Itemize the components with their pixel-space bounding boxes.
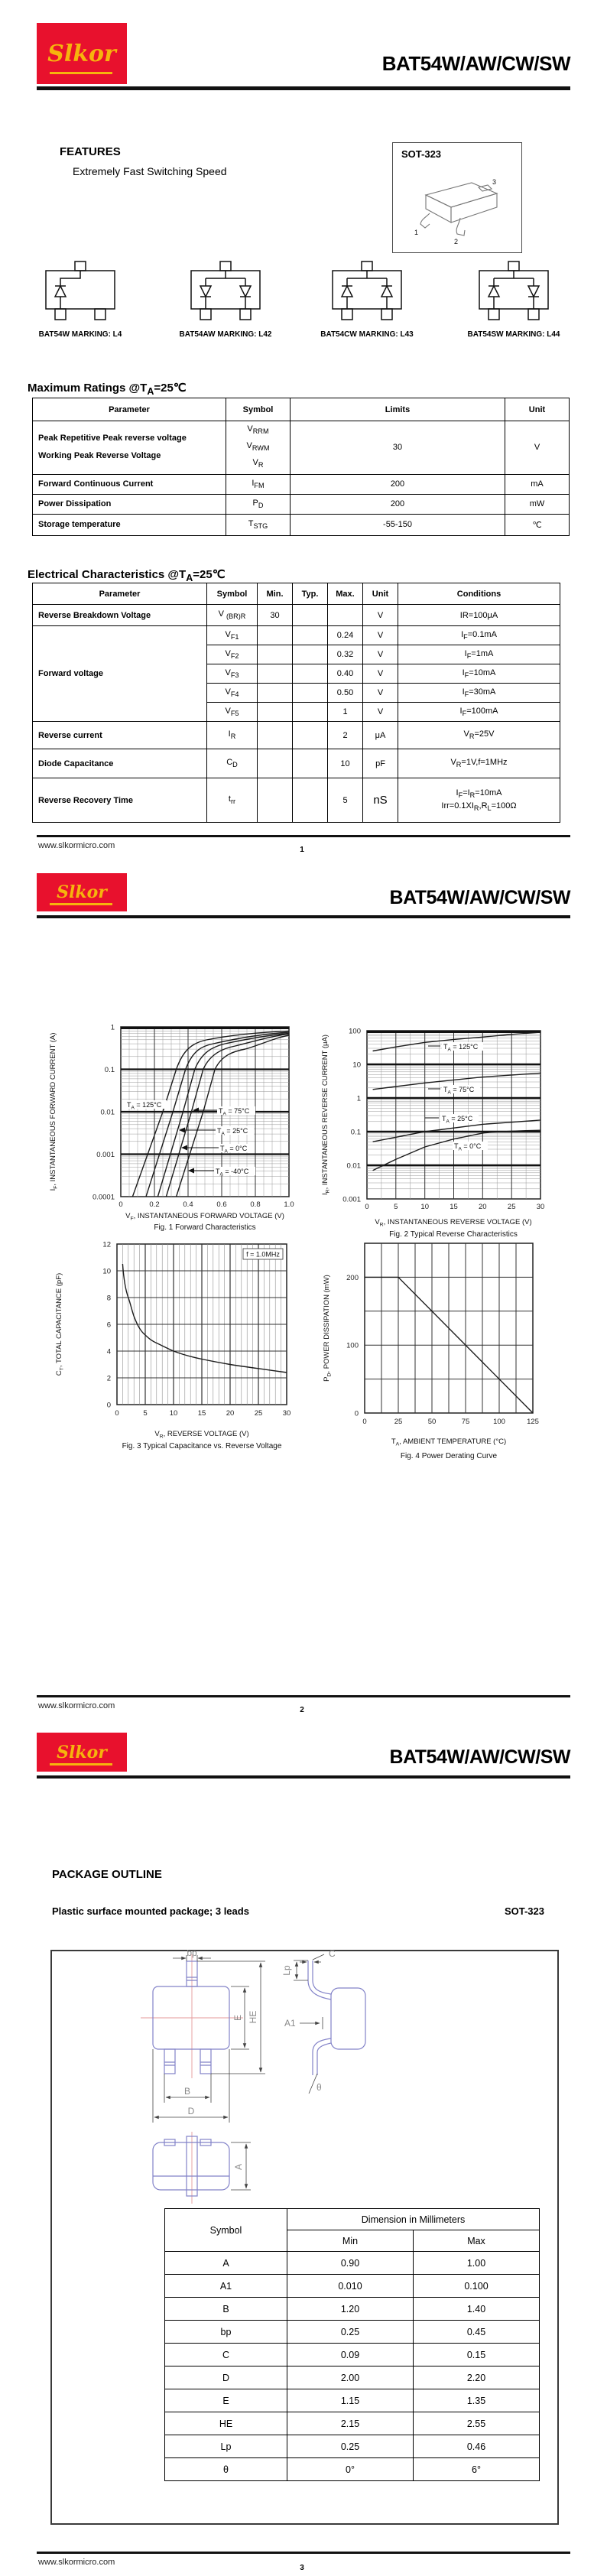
package-body-sketch <box>420 183 497 236</box>
table-row <box>165 2321 540 2344</box>
sot323-3d-sketch-icon <box>399 163 515 249</box>
page2-title: BAT54W/AW/CW/SW <box>389 887 570 908</box>
cond-cell: $I_F=0.1mA$ <box>398 626 560 645</box>
dim-label-d: D <box>187 2106 195 2116</box>
brand-logo <box>37 23 127 84</box>
dim-label-a1: A1 <box>284 2018 296 2029</box>
col-typ: Typ. <box>293 583 328 605</box>
symbol-cell: $C_D$ <box>207 749 258 778</box>
fig2-x-ticks <box>365 1203 544 1211</box>
max-cell: 0.15 <box>414 2344 540 2366</box>
max-cell: 6° <box>414 2458 540 2481</box>
table-row <box>33 494 570 514</box>
logo-underline <box>50 72 113 74</box>
curve-label-25c: $T_A = 25^\circ C$ <box>442 1115 473 1125</box>
fig1-y-ticks <box>93 1024 115 1202</box>
x-tick: 100 <box>493 1418 505 1426</box>
table-header-row <box>33 398 570 421</box>
unit-cell: V <box>363 664 398 684</box>
y-tick: 10 <box>352 1061 361 1070</box>
table-row <box>33 605 560 626</box>
table-row <box>165 2366 540 2389</box>
cond-cell: $I_F=100mA$ <box>398 703 560 722</box>
fig1-forward-characteristics-chart <box>38 1009 298 1239</box>
fig2-y-ticks <box>342 1028 361 1204</box>
max-cell: 2 <box>328 722 363 749</box>
logo-underline <box>50 1763 113 1766</box>
param-cell: Power Dissipation <box>33 494 226 514</box>
curve-label-75c: $T_A = 75^\circ C$ <box>219 1107 250 1117</box>
cond-cell: $V_R=1V,f=1MHz$ <box>398 749 560 778</box>
unit-cell: pF <box>363 749 398 778</box>
page1-title: BAT54W/AW/CW/SW <box>381 52 570 75</box>
symbol-cell: C <box>165 2344 287 2366</box>
fig3-capacitance-chart <box>38 1223 298 1460</box>
typ-cell <box>293 626 328 645</box>
table-row <box>33 778 560 823</box>
min-cell: 30 <box>258 605 293 626</box>
fig2-reverse-characteristics-chart <box>313 1009 573 1246</box>
x-tick: 0.4 <box>183 1200 193 1209</box>
param-line: Peak Repetitive Peak reverse voltage <box>38 434 187 443</box>
col-symbol: Symbol <box>226 398 291 421</box>
typ-cell <box>293 645 328 664</box>
param-cell <box>33 421 226 475</box>
brand-logo <box>37 873 127 911</box>
col-parameter: Parameter <box>33 583 207 605</box>
min-cell: 2.00 <box>287 2366 414 2389</box>
y-tick: 0.001 <box>96 1151 115 1159</box>
col-unit: Unit <box>363 583 398 605</box>
col-limits: Limits <box>291 398 505 421</box>
max-ratings-heading: Maximum Ratings $@T_A=25℃$ <box>28 382 187 397</box>
dim-label-e: E <box>232 2014 243 2022</box>
symbol-cell: $V_{F4}$ <box>207 684 258 703</box>
typ-cell <box>293 722 328 749</box>
y-tick: 4 <box>106 1347 111 1356</box>
table-row <box>165 2458 540 2481</box>
max-cell: 1 <box>328 703 363 722</box>
param-cell: Storage temperature <box>33 514 226 535</box>
unit-cell: V <box>363 703 398 722</box>
fig4-y-ticks <box>346 1274 359 1418</box>
x-tick: 1.0 <box>284 1200 294 1209</box>
min-cell: 1.20 <box>287 2298 414 2321</box>
footer-site-2: www.slkormicro.com <box>38 1701 115 1710</box>
dim-label-a: A <box>233 2163 244 2171</box>
param-cell-forward-voltage: Forward voltage <box>33 626 207 722</box>
dim-label-bp: bp <box>187 1950 197 1958</box>
unit-cell: ℃ <box>505 514 570 535</box>
fig1-x-axis-label: $V_F$, INSTANTANEOUS FORWARD VOLTAGE (V) <box>125 1212 284 1222</box>
page-number-3: 3 <box>300 2564 304 2572</box>
cond-cell: $I_F=1mA$ <box>398 645 560 664</box>
fig4-x-ticks <box>362 1418 539 1426</box>
table-row <box>165 2435 540 2458</box>
min-cell <box>258 722 293 749</box>
fig1-caption: Fig. 1 Forward Characteristics <box>154 1223 256 1232</box>
x-tick: 0.6 <box>216 1200 227 1209</box>
min-cell <box>258 703 293 722</box>
table-row <box>165 2412 540 2435</box>
x-tick: 0 <box>362 1418 367 1426</box>
unit-cell: μA <box>363 722 398 749</box>
bat54sw-schematic <box>479 261 548 320</box>
features-heading: FEATURES <box>60 145 121 158</box>
min-cell: 0° <box>287 2458 414 2481</box>
brand-logo-text: Slkor <box>47 40 116 67</box>
max-cell: 0.24 <box>328 626 363 645</box>
fig1-x-ticks <box>118 1200 294 1209</box>
page3-title: BAT54W/AW/CW/SW <box>389 1746 570 1768</box>
dim-label-he: HE <box>248 2010 258 2024</box>
cond-cell: $I_F=30mA$ <box>398 684 560 703</box>
y-tick: 100 <box>349 1027 361 1036</box>
fig2-x-axis-label: $V_R$, INSTANTANEOUS REVERSE VOLTAGE (V) <box>375 1218 532 1228</box>
param-cell: Forward Continuous Current <box>33 474 226 494</box>
y-tick: 2 <box>106 1374 111 1383</box>
fig3-y-ticks <box>102 1241 111 1410</box>
logo-underline <box>50 903 113 905</box>
dim-label-b: B <box>183 2086 191 2097</box>
min-cell: 0.010 <box>287 2275 414 2298</box>
marking-label-bat54aw: BAT54AW MARKING: L42 <box>179 330 272 339</box>
brand-logo <box>37 1733 127 1772</box>
typ-cell <box>293 684 328 703</box>
typ-cell <box>293 664 328 684</box>
symbol-cell: $V_{F2}$ <box>207 645 258 664</box>
y-tick: 0 <box>354 1409 359 1418</box>
dimension-table <box>164 2208 540 2481</box>
min-cell <box>258 778 293 823</box>
param-cell: Reverse current <box>33 722 207 749</box>
fig4-caption: Fig. 4 Power Derating Curve <box>400 1452 498 1460</box>
bat54cw-schematic-icon <box>313 260 420 327</box>
col-max: Max. <box>328 583 363 605</box>
min-cell <box>258 749 293 778</box>
y-tick: 0.001 <box>342 1195 361 1204</box>
cond-line: $Irr=0.1XI_R,R_L=100\Omega$ <box>441 801 517 813</box>
cond-cell: $V_R=25V$ <box>398 722 560 749</box>
limit-cell: -55-150 <box>291 514 505 535</box>
fig4-power-derating-chart <box>313 1223 573 1468</box>
min-cell: 2.15 <box>287 2412 414 2435</box>
marking-label-bat54cw: BAT54CW MARKING: L43 <box>320 330 414 339</box>
bat54w-schematic-icon <box>27 260 134 327</box>
typ-cell <box>293 605 328 626</box>
table-header-row <box>33 583 560 605</box>
fig3-x-ticks <box>115 1409 291 1418</box>
fig2-y-axis-label: $I_R$, INSTANTANEOUS REVERSE CURRENT (μA) <box>321 1035 331 1195</box>
x-tick: 30 <box>282 1409 291 1418</box>
typ-cell <box>293 749 328 778</box>
header-rule-1 <box>37 86 570 90</box>
min-cell: 0.90 <box>287 2252 414 2275</box>
symbol-cell: A1 <box>165 2275 287 2298</box>
symbol-cell: E <box>165 2389 287 2412</box>
unit-cell: mW <box>505 494 570 514</box>
y-tick: 6 <box>106 1320 111 1330</box>
max-cell: 0.100 <box>414 2275 540 2298</box>
unit-cell: nS <box>363 778 398 823</box>
y-tick: 100 <box>346 1341 359 1350</box>
x-tick: 20 <box>226 1409 235 1418</box>
curve-label-0c: $T_A = 0^\circ C$ <box>220 1145 248 1155</box>
x-tick: 75 <box>461 1418 470 1426</box>
symbol: $V_{RRM}$ <box>247 424 269 436</box>
unit-cell: V <box>363 626 398 645</box>
cond-line: $I_F=I_R=10mA$ <box>456 788 502 799</box>
curve-label-75c: $T_A = 75^\circ C$ <box>443 1086 475 1096</box>
min-cell <box>258 626 293 645</box>
col-dimension-mm: Dimension in Millimeters <box>287 2209 540 2230</box>
y-tick: 10 <box>102 1267 111 1276</box>
symbol-cell: θ <box>165 2458 287 2481</box>
sot323-figure-label: SOT-323 <box>401 148 442 160</box>
symbol-cell: $T_{STG}$ <box>226 514 291 535</box>
pin1-number: 1 <box>414 229 419 236</box>
col-symbol: Symbol <box>165 2209 287 2252</box>
table-row <box>165 2389 540 2412</box>
fig4-x-axis-label: $T_A$, AMBIENT TEMPERATURE (°C) <box>391 1437 507 1447</box>
package-subtitle: Plastic surface mounted package; 3 leads <box>52 1905 249 1917</box>
elec-char-table <box>32 583 560 823</box>
fig2-caption: Fig. 2 Typical Reverse Characteristics <box>389 1230 518 1239</box>
table-row <box>33 514 570 535</box>
curve-label-125c: $T_A = 125^\circ C$ <box>443 1043 479 1053</box>
fig3-y-axis-label: $C_T$, TOTAL CAPACITANCE (pF) <box>55 1272 65 1376</box>
feature-item: Extremely Fast Switching Speed <box>73 165 227 177</box>
x-tick: 125 <box>527 1418 539 1426</box>
pin3-number: 3 <box>492 178 497 186</box>
y-tick: 1 <box>110 1023 115 1032</box>
x-tick: 30 <box>536 1203 545 1211</box>
curve-label-125c: $T_A = 125^\circ C$ <box>127 1101 162 1111</box>
symbol-cell: $I_R$ <box>207 722 258 749</box>
table-header-row <box>165 2209 540 2230</box>
page-number-2: 2 <box>300 1706 304 1714</box>
brand-logo-text: Slkor <box>57 1742 107 1762</box>
typ-cell <box>293 703 328 722</box>
max-cell: 0.45 <box>414 2321 540 2344</box>
fig4-y-axis-label: $P_D$, POWER DISSIPATION (mW) <box>323 1275 333 1382</box>
symbol-cell: B <box>165 2298 287 2321</box>
y-tick: 1 <box>356 1094 361 1103</box>
max-cell: 0.50 <box>328 684 363 703</box>
max-cell: 10 <box>328 749 363 778</box>
bottom-view <box>153 2136 229 2196</box>
centerlines <box>141 1954 243 2204</box>
symbol-cell: $P_D$ <box>226 494 291 514</box>
fig3-x-axis-label: $V_R$, REVERSE VOLTAGE (V) <box>154 1430 249 1440</box>
side-view <box>308 1960 365 2075</box>
curve-label-0c: $T_A = 0^\circ C$ <box>454 1142 482 1152</box>
cond-cell: $I_F=10mA$ <box>398 664 560 684</box>
symbol-cell: $V_{F5}$ <box>207 703 258 722</box>
fig1-y-axis-label: $I_F$, INSTANTANEOUS FORWARD CURRENT (A) <box>49 1032 59 1191</box>
max-ratings-table <box>32 398 570 536</box>
y-tick: 8 <box>106 1294 111 1303</box>
col-unit: Unit <box>505 398 570 421</box>
col-symbol: Symbol <box>207 583 258 605</box>
bat54sw-schematic-icon <box>460 260 567 327</box>
symbol: $V_{RWM}$ <box>246 441 270 453</box>
front-view <box>153 1961 229 2074</box>
col-parameter: Parameter <box>33 398 226 421</box>
table-row <box>165 2344 540 2366</box>
table-row <box>33 749 560 778</box>
symbol-cell: V $_{(BR)R}$ <box>207 605 258 626</box>
curve-label-25c: $T_A = 25^\circ C$ <box>217 1127 248 1137</box>
max-cell: 0.32 <box>328 645 363 664</box>
symbol-cell <box>226 421 291 475</box>
y-tick: 0.1 <box>104 1066 115 1074</box>
brand-logo-text: Slkor <box>57 882 107 902</box>
col-max: Max <box>414 2230 540 2252</box>
param-cell: Diode Capacitance <box>33 749 207 778</box>
min-cell: 1.15 <box>287 2389 414 2412</box>
y-tick: 0 <box>106 1401 111 1410</box>
header-rule-2 <box>37 915 570 918</box>
min-cell: 0.25 <box>287 2435 414 2458</box>
fig3-caption: Fig. 3 Typical Capacitance vs. Reverse Voltage <box>122 1442 282 1450</box>
min-cell: 0.09 <box>287 2344 414 2366</box>
unit-cell: mA <box>505 474 570 494</box>
footer-site-1: www.slkormicro.com <box>38 841 115 850</box>
x-tick: 15 <box>197 1409 206 1418</box>
dimension-lines <box>153 1954 324 2190</box>
typ-cell <box>293 778 328 823</box>
bat54w-schematic <box>46 261 115 320</box>
table-row <box>165 2252 540 2275</box>
max-cell: 1.35 <box>414 2389 540 2412</box>
x-tick: 0 <box>365 1203 369 1211</box>
x-tick: 10 <box>420 1203 429 1211</box>
footer-rule-3 <box>37 2552 570 2554</box>
max-cell: 1.40 <box>414 2298 540 2321</box>
symbol-cell: $I_{FM}$ <box>226 474 291 494</box>
pin2-number: 2 <box>454 238 459 245</box>
unit-cell: V <box>505 421 570 475</box>
marking-label-bat54sw: BAT54SW MARKING: L44 <box>467 330 560 339</box>
table-row <box>165 2275 540 2298</box>
x-tick: 0 <box>118 1200 123 1209</box>
bat54cw-schematic <box>333 261 401 320</box>
y-tick: 0.1 <box>350 1128 361 1137</box>
bat54aw-schematic <box>191 261 260 320</box>
col-min: Min <box>287 2230 414 2252</box>
max-cell <box>328 605 363 626</box>
x-tick: 15 <box>450 1203 458 1211</box>
symbol: $V_R$ <box>252 458 264 469</box>
footer-site-3: www.slkormicro.com <box>38 2558 115 2567</box>
sot323-package-figure <box>392 142 522 253</box>
param-line: Working Peak Reverse Voltage <box>38 451 161 461</box>
unit-cell: V <box>363 684 398 703</box>
x-tick: 0 <box>115 1409 119 1418</box>
symbol-cell: D <box>165 2366 287 2389</box>
x-tick: 25 <box>507 1203 516 1211</box>
table-row <box>33 626 560 645</box>
max-cell: 2.55 <box>414 2412 540 2435</box>
page-number-1: 1 <box>300 846 304 854</box>
symbol-cell: HE <box>165 2412 287 2435</box>
package-outline-heading: PACKAGE OUTLINE <box>52 1868 162 1881</box>
dim-label-theta: θ <box>316 2082 322 2093</box>
limit-cell: 30 <box>291 421 505 475</box>
dim-label-c: C <box>329 1950 336 1959</box>
footer-rule-2 <box>37 1695 570 1697</box>
symbol-cell: $V_{F1}$ <box>207 626 258 645</box>
min-cell <box>258 645 293 664</box>
header-rule-3 <box>37 1775 570 1779</box>
x-tick: 25 <box>394 1418 403 1426</box>
x-tick: 50 <box>427 1418 437 1426</box>
limit-cell: 200 <box>291 494 505 514</box>
col-conditions: Conditions <box>398 583 560 605</box>
cond-cell <box>398 778 560 823</box>
unit-cell: V <box>363 605 398 626</box>
symbol-cell: bp <box>165 2321 287 2344</box>
table-row <box>165 2298 540 2321</box>
x-tick: 0.2 <box>149 1200 160 1209</box>
max-cell: 5 <box>328 778 363 823</box>
x-tick: 10 <box>169 1409 178 1418</box>
y-tick: 0.01 <box>346 1161 361 1171</box>
unit-cell: V <box>363 645 398 664</box>
symbol-cell: Lp <box>165 2435 287 2458</box>
limit-cell: 200 <box>291 474 505 494</box>
dim-label-lp: Lp <box>281 1965 292 1976</box>
max-cell: 2.20 <box>414 2366 540 2389</box>
curve-label-m40c: $T_A = -40^\circ C$ <box>216 1168 249 1178</box>
max-cell: 0.40 <box>328 664 363 684</box>
cond-cell: IR=100μA <box>398 605 560 626</box>
symbol-cell: $t_{rr}$ <box>207 778 258 823</box>
min-cell <box>258 664 293 684</box>
table-row <box>33 722 560 749</box>
param-cell: Reverse Breakdown Voltage <box>33 605 207 626</box>
table-row <box>33 421 570 475</box>
package-type-label: SOT-323 <box>504 1905 544 1917</box>
symbol-cell: A <box>165 2252 287 2275</box>
symbol-cell: $V_{F3}$ <box>207 664 258 684</box>
param-cell: Reverse Recovery Time <box>33 778 207 823</box>
min-cell: 0.25 <box>287 2321 414 2344</box>
elec-char-heading: Electrical Characteristics $@T_A=25℃$ <box>28 568 226 583</box>
y-tick: 12 <box>102 1240 111 1249</box>
x-tick: 0.8 <box>250 1200 261 1209</box>
y-tick: 0.0001 <box>92 1193 115 1202</box>
min-cell <box>258 684 293 703</box>
y-tick: 200 <box>346 1274 359 1282</box>
marking-label-bat54w: BAT54W MARKING: L4 <box>38 330 122 339</box>
col-min: Min. <box>258 583 293 605</box>
package-outline-drawing <box>50 1950 556 2206</box>
x-tick: 5 <box>143 1409 148 1418</box>
footer-rule-1 <box>37 835 570 837</box>
x-tick: 25 <box>254 1409 263 1418</box>
bat54aw-schematic-icon <box>172 260 279 327</box>
y-tick: 0.01 <box>100 1108 115 1117</box>
max-cell: 1.00 <box>414 2252 540 2275</box>
table-row <box>33 474 570 494</box>
x-tick: 5 <box>394 1203 398 1211</box>
max-cell: 0.46 <box>414 2435 540 2458</box>
fig3-note: f = 1.0MHz <box>246 1250 280 1259</box>
x-tick: 20 <box>479 1203 487 1211</box>
